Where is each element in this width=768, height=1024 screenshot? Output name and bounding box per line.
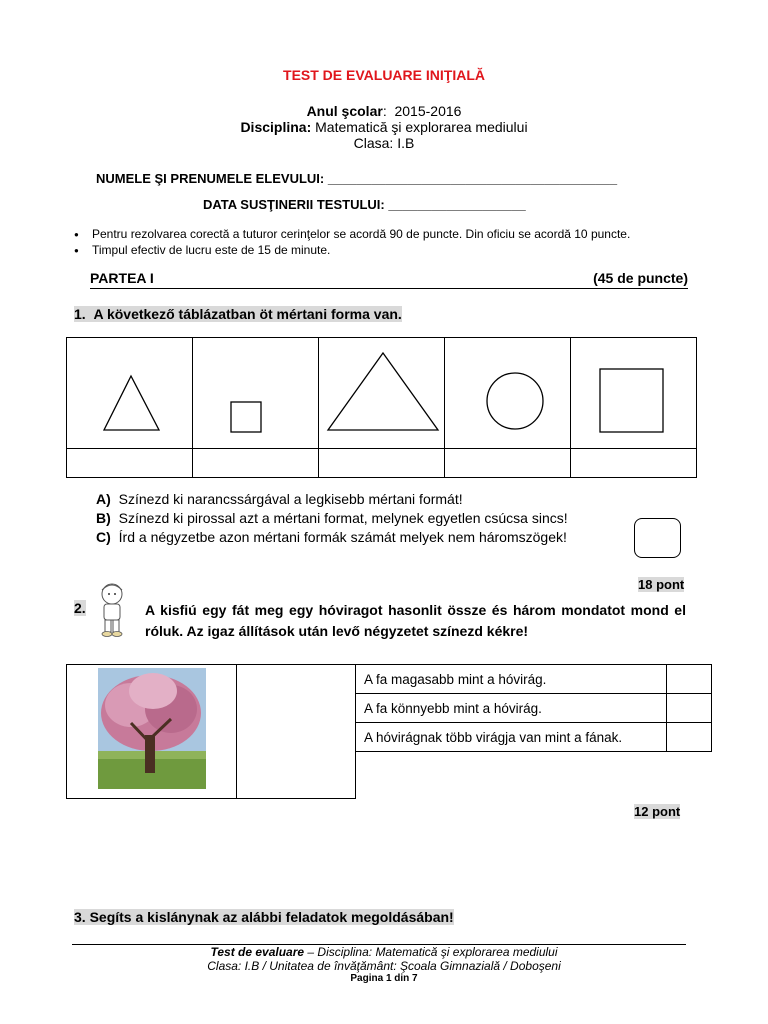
tree-image <box>67 665 236 793</box>
instruction-item: ● Timpul efectiv de lucru este de 15 de minute. <box>72 242 630 258</box>
option-b: B) Színezd ki pirossal azt a mértani format, melynek egyetlen csúcsa sincs! <box>96 510 568 526</box>
page-number: Pagina 1 din 7 <box>350 973 418 984</box>
boy-icon <box>96 580 128 638</box>
question-2-score: 12 pont <box>634 804 681 819</box>
part-title: PARTEA I <box>90 270 154 286</box>
circle-shape <box>445 338 570 443</box>
large-triangle-shape <box>319 338 444 443</box>
shape-cell <box>319 338 445 449</box>
tree-cell <box>67 665 237 799</box>
footer-line-2: Clasa: I.B / Unitatea de învăţământ: Şcoala Gimnazială / Doboşeni <box>207 959 561 973</box>
test-title: TEST DE EVALUARE INIŢIALĂ <box>283 67 485 83</box>
footer-line-1: Test de evaluare – Disciplina: Matematică şi explorarea mediului <box>210 945 558 959</box>
empty-cell[interactable] <box>237 665 356 799</box>
test-date-field[interactable]: DATA SUSŢINERII TESTULUI: ___________________ <box>203 197 526 212</box>
question-2-number: 2. <box>74 600 86 616</box>
statement-2-checkbox[interactable] <box>667 694 712 723</box>
answer-cell[interactable] <box>571 449 697 478</box>
answer-cell[interactable] <box>319 449 445 478</box>
discipline-label: Disciplina: <box>240 119 312 135</box>
shape-cell <box>67 338 193 449</box>
question-2-text: A kisfiú egy fát meg egy hóviragot hasonlit össze és három mondatot mond el róluk. Az igaz állítások után levő négyzetet színezd kékre! <box>145 602 686 639</box>
statement-1: A fa magasabb mint a hóvirág. <box>356 665 667 694</box>
question-3: 3. Segíts a kislánynak az alábbi feladatok megoldásában! <box>74 909 454 925</box>
answer-cell[interactable] <box>193 449 319 478</box>
statement-1-checkbox[interactable] <box>667 665 712 694</box>
question-1-number: 1. <box>74 306 86 322</box>
discipline-value: Matematică şi explorarea mediului <box>315 119 528 135</box>
question-1-score: 18 pont <box>638 577 685 592</box>
answer-box[interactable] <box>634 518 681 558</box>
shape-cell <box>571 338 697 449</box>
answer-cell[interactable] <box>67 449 193 478</box>
school-year-value: 2015-2016 <box>394 103 462 119</box>
small-square-shape <box>193 338 318 443</box>
small-triangle-shape <box>67 338 192 443</box>
statements-table <box>355 664 712 752</box>
large-square-shape <box>571 338 696 443</box>
instructions-list <box>72 226 630 258</box>
statement-3-checkbox[interactable] <box>667 723 712 752</box>
picture-table <box>66 664 356 799</box>
school-year: Anul şcolar: 2015-2016 <box>306 103 462 119</box>
question-1 <box>74 306 402 322</box>
statement-3: A hóvirágnak több virágja van mint a fának. <box>356 723 667 752</box>
part-heading <box>90 270 688 289</box>
school-year-label: Anul şcolar <box>306 103 383 119</box>
option-c: C) Írd a négyzetbe azon mértani formák számát melyek nem háromszögek! <box>96 529 567 545</box>
question-1-options <box>96 490 568 547</box>
shape-cell <box>445 338 571 449</box>
class-line: Clasa: I.B <box>353 135 415 151</box>
option-a: A) Színezd ki narancssárgával a legkisebb mértani formát! <box>96 491 463 507</box>
statement-2: A fa könnyebb mint a hóvirág. <box>356 694 667 723</box>
shapes-table <box>66 337 697 478</box>
answer-cell[interactable] <box>445 449 571 478</box>
instruction-item: ● Pentru rezolvarea corectă a tuturor cerinţelor se acordă 90 de puncte. Din oficiu se acordă 10 puncte. <box>72 226 630 242</box>
shape-cell <box>193 338 319 449</box>
student-name-field[interactable]: NUMELE ŞI PRENUMELE ELEVULUI: ________________________________________ <box>96 171 618 186</box>
part-points: (45 de puncte) <box>593 270 688 286</box>
question-1-text: A következő táblázatban öt mértani forma van. <box>93 306 402 322</box>
discipline <box>0 119 768 135</box>
